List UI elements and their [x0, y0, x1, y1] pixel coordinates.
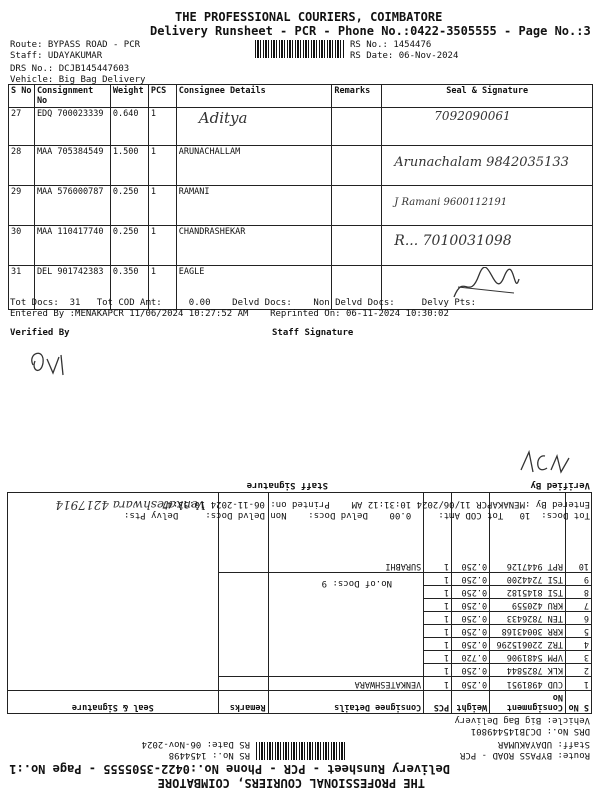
cell-pcs: 1 [424, 625, 452, 638]
cell-sno: 31 [9, 266, 35, 310]
cell-sno: 7 [566, 599, 592, 612]
cell-consignment: TSI 7244200 [490, 573, 566, 586]
col-weight: Weight [110, 85, 148, 108]
cell-pcs: 1 [424, 493, 452, 573]
cell-sno: 6 [566, 612, 592, 625]
cell-consignment: TEN 7826433 [490, 612, 566, 625]
cell-consignment: VPM 5481906 [490, 651, 566, 664]
cell-pcs: 1 [148, 108, 176, 146]
cell-pcs: 1 [148, 266, 176, 310]
totals-footer: Tot Docs: 10 Tot COD Amt: 0.00 Delvd Docs: Non Delvd Docs: Delvy Pts: [124, 510, 590, 520]
col-sno: S No [9, 85, 35, 108]
cell-weight: 0.250 [452, 625, 490, 638]
cell-pcs: 1 [424, 664, 452, 677]
cell-weight: 0.250 [452, 573, 490, 586]
cell-weight: 0.250 [110, 226, 148, 266]
staff-text: Staff: UDAYAKUMAR [10, 51, 103, 61]
cell-weight: 0.250 [452, 638, 490, 651]
cell-weight: 0.250 [452, 586, 490, 599]
cell-consignee [268, 573, 424, 677]
col-consignment: Consignment No [34, 85, 110, 108]
cell-pcs: 1 [424, 612, 452, 625]
handwritten-signature: Arunachalam 9842035133 [394, 155, 569, 170]
cell-weight: 0.250 [452, 677, 490, 691]
drs-text: DRS No.: DCJB145447603 [10, 64, 130, 74]
cell-signature [8, 493, 219, 691]
col-consignee: Consignee Details [176, 85, 332, 108]
cell-consignment: TRZ 220615296 [490, 638, 566, 651]
cell-consignment: MAA 110417740 [34, 226, 110, 266]
drs-text: DRS No.: DCJB145449801 [470, 726, 590, 736]
col-consignment: Consignment No [490, 691, 566, 714]
handwritten-signature: Venkateshwara 4217914 [55, 498, 206, 512]
cell-pcs: 1 [424, 586, 452, 599]
cell-pcs: 1 [148, 226, 176, 266]
cell-consignee: EAGLE [176, 266, 332, 310]
cell-remarks [218, 677, 268, 691]
col-consignee: Consignee Details [268, 691, 424, 714]
cell-sno: 30 [9, 226, 35, 266]
verified-signature-icon [515, 445, 575, 480]
entered-by: Entered By :MENAKAPCR 11/06/2024 10:31:12 AM Printed on: 06-11-2024 10:33:47 [161, 499, 590, 509]
rs-no: RS No.: 1454476 [350, 40, 432, 50]
vehicle-text: Vehicle: Big Bag Delivery [10, 75, 146, 85]
cell-sno: 5 [566, 625, 592, 638]
col-remarks: Remarks [332, 85, 382, 108]
handwritten-signature: 7092090061 [434, 109, 511, 123]
cell-weight: 1.500 [110, 146, 148, 186]
number-of-docs: No.of Docs: 9 [321, 578, 392, 588]
cell-pcs: 1 [148, 146, 176, 186]
table-header-row [8, 691, 592, 714]
cell-consignment: TSI 8145182 [490, 586, 566, 599]
handwritten-name: Aditya [198, 109, 248, 127]
cell-consignment: RPT 9447126 [490, 493, 566, 573]
cell-consignment: KRU 420559 [490, 599, 566, 612]
cell-weight: 0.350 [110, 266, 148, 310]
cell-weight: 0.250 [452, 599, 490, 612]
route-text: Route: BYPASS ROAD - PCR [459, 750, 590, 760]
cell-pcs: 1 [424, 573, 452, 586]
cell-pcs: 1 [424, 651, 452, 664]
cell-pcs: 1 [424, 677, 452, 691]
cell-weight: 0.720 [452, 651, 490, 664]
verified-by-label: Verified By [530, 480, 590, 490]
verified-by-label: Verified By [10, 328, 70, 338]
staff-signature-label: Staff Signature [246, 480, 328, 490]
barcode [255, 742, 345, 760]
col-weight: Weight [452, 691, 490, 714]
sheet-title: Delivery Runsheet - PCR - Phone No.:0422-3505555 - Page No.:3 [150, 24, 591, 38]
vehicle-text: Vehicle: Big Bag Delivery [454, 715, 590, 725]
cell-pcs: 1 [424, 638, 452, 651]
table-row [8, 677, 592, 691]
cell-sno: 1 [566, 677, 592, 691]
col-seal: Seal & Signature [382, 85, 593, 108]
consignee-name: SURABHI [385, 561, 422, 571]
handwritten-signature: R... 7010031098 [394, 233, 512, 249]
cell-sno: 27 [9, 108, 35, 146]
cell-sno: 28 [9, 146, 35, 186]
cell-weight: 0.250 [452, 612, 490, 625]
cell-consignee: RAMANI [176, 186, 332, 226]
cell-sno: 9 [566, 573, 592, 586]
sheet-title: Delivery Runsheet - PCR - Phone No.:0422-3505555 - Page No.:1 [9, 762, 450, 776]
cell-consignment: KLK 7825844 [490, 664, 566, 677]
totals-footer: Tot Docs: 31 Tot COD Amt: 0.00 Delvd Docs: Non Delvd Docs: Delvy Pts: [10, 298, 476, 308]
cell-sno: 10 [566, 493, 592, 573]
runsheet-table [7, 492, 592, 714]
cell-weight: 0.250 [452, 664, 490, 677]
company-name: THE PROFESSIONAL COURIERS, COIMBATORE [175, 10, 443, 24]
handwritten-signature: J Ramani 9600112191 [394, 197, 508, 208]
cell-pcs: 1 [424, 599, 452, 612]
col-pcs: PCS [148, 85, 176, 108]
cell-sno: 3 [566, 651, 592, 664]
route-text: Route: BYPASS ROAD - PCR [10, 40, 141, 50]
col-seal: Seal & Signature [8, 691, 219, 714]
cell-weight: 0.250 [110, 186, 148, 226]
col-sno: S No [566, 691, 592, 714]
cell-consignment: MAA 705384549 [34, 146, 110, 186]
rs-date: RS Date: 06-Nov-2024 [141, 739, 250, 749]
cell-consignment: KRR 30043168 [490, 625, 566, 638]
cell-consignment: CUD 4981951 [490, 677, 566, 691]
cell-consignee: ARUNACHALLAM [176, 146, 332, 186]
cell-pcs: 1 [148, 186, 176, 226]
cell-sno: 4 [566, 638, 592, 651]
staff-signature-label: Staff Signature [272, 328, 354, 338]
cell-weight: 0.640 [110, 108, 148, 146]
col-pcs: PCS [424, 691, 452, 714]
rs-date: RS Date: 06-Nov-2024 [350, 51, 459, 61]
company-name: THE PROFESSIONAL COURIERS, COIMBATORE [157, 776, 425, 790]
cell-sno: 2 [566, 664, 592, 677]
entered-by: Entered By :MENAKAPCR 11/06/2024 10:27:52 AM Reprinted On: 06-11-2024 10:30:02 [10, 309, 449, 319]
cell-consignee: VENKATESHWARA [268, 677, 424, 691]
cell-weight: 0.250 [452, 493, 490, 573]
cell-consignment: DEL 901742383 [34, 266, 110, 310]
staff-text: Staff: UDAYAKUMAR [497, 739, 590, 749]
cell-consignee: CHANDRASHEKAR [176, 226, 332, 266]
cell-consignment: EDQ 700023339 [34, 108, 110, 146]
cell-sno: 8 [566, 586, 592, 599]
cell-consignment: MAA 576000787 [34, 186, 110, 226]
cell-remarks [218, 573, 268, 677]
col-remarks: Remarks [218, 691, 268, 714]
rs-no: RS No.: 1454498 [168, 750, 250, 760]
cell-sno: 29 [9, 186, 35, 226]
